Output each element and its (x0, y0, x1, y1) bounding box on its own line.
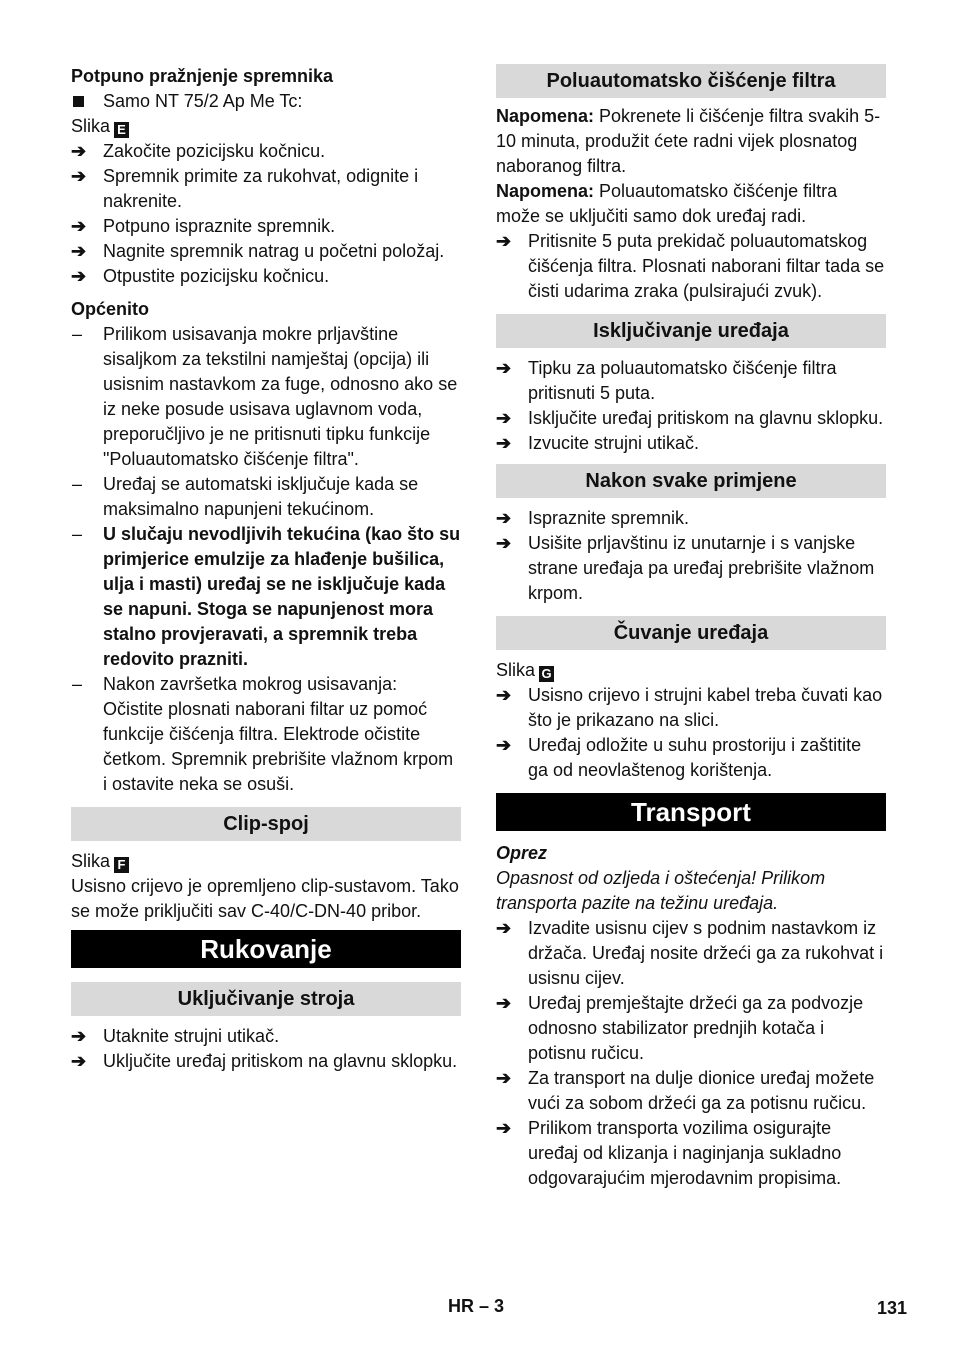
after-steps (496, 506, 886, 606)
switch-on-steps (71, 1024, 461, 1074)
square-bullet-icon (73, 96, 84, 107)
after-use-section-header: Nakon svake primjene (496, 464, 886, 498)
switch-off-section-header: Isključivanje uređaja (496, 314, 886, 348)
arrow-right-icon: ➔ (71, 1026, 87, 1046)
note-1: Napomena: Pokrenete li čišćenje filtra svakih 5-10 minuta, produžit ćete radni vijek plosnatog naboranog filtra. (496, 106, 881, 176)
figure-ref: Slika F (71, 849, 461, 874)
arrow-right-icon: ➔ (496, 508, 512, 528)
figure-ref: Slika G (496, 658, 886, 683)
step-item: ➔ Usisno crijevo i strujni kabel treba čuvati kao što je prikazano na slici. (496, 683, 886, 733)
general-list (71, 322, 461, 797)
arrow-right-icon: ➔ (496, 408, 512, 428)
list-item: – U slučaju nevodljivih tekućina (kao što su primjerice emulzije za hlađenje bušilica, ulja i masti) uređaj se ne isključuje kada se napuni. Stoga se napunjenost mora stalno provjeravati, a spremnik treba redovito prazniti. (72, 524, 461, 669)
arrow-right-icon: ➔ (496, 735, 512, 755)
step-item: ➔ Izvadite usisnu cijev s podnim nastavkom iz držača. Uređaj nosite držeći ga za rukohvat i usisnu cijev. (496, 916, 886, 991)
note-2: Napomena: Poluautomatsko čišćenje filtra može se uključiti samo dok uređaj radi. (496, 181, 838, 226)
arrow-right-icon: ➔ (496, 1068, 512, 1088)
page-number: 131 (877, 1298, 908, 1318)
step-item: ➔ Uključite uređaj pritiskom na glavnu sklopku. (71, 1049, 461, 1074)
step-item: ➔ Potpuno ispraznite spremnik. (71, 214, 461, 239)
arrow-right-icon: ➔ (496, 231, 512, 251)
switch-off-steps (496, 356, 886, 456)
arrow-right-icon: ➔ (496, 533, 512, 553)
step-item: ➔ Pritisnite 5 puta prekidač poluautomatskog čišćenja filtra. Plosnati naborani filtar tada se čisti udarima zraka (pulsirajući zvuk). (496, 229, 886, 304)
left-column (71, 64, 461, 1074)
list-item: – Prilikom usisavanja mokre prljavštine sisaljkom za tekstilni namještaj (opcija) ili usisnim nastavkom za fuge, odnosno ako se iz neke posude usisava uglavnom voda, preporučljivo je ne pritisnuti tipku funkcije "Poluautomatsko čišćenje filtra". (72, 324, 458, 469)
step-item: ➔ Utaknite strujni utikač. (71, 1024, 461, 1049)
arrow-right-icon: ➔ (71, 241, 87, 261)
model-note: Samo NT 75/2 Ap Me Tc: (71, 89, 461, 114)
list-item: – Uređaj se automatski isključuje kada se maksimalno napunjeni tekućinom. (72, 474, 419, 519)
arrow-right-icon: ➔ (496, 993, 512, 1013)
clip-text: Usisno crijevo je opremljeno clip-sustavom. Tako se može priključiti sav C-40/C-DN-40 pribor. (71, 876, 459, 921)
arrow-right-icon: ➔ (71, 1051, 87, 1071)
step-item: ➔ Prilikom transporta vozilima osigurajte uređaj od klizanja i naginjanja sukladno odgovarajućim mjerodavnim propisima. (496, 1116, 886, 1191)
step-item: ➔ Tipku za poluautomatsko čišćenje filtra pritisnuti 5 puta. (496, 356, 886, 406)
arrow-right-icon: ➔ (71, 141, 87, 161)
arrow-right-icon: ➔ (496, 358, 512, 378)
emptying-title: Potpuno pražnjenje spremnika (71, 66, 334, 86)
step-item: ➔ Uređaj premještajte držeći ga za podvozje odnosno stabilizator prednjih kotača i potisnu ručicu. (496, 991, 886, 1066)
step-item: ➔ Nagnite spremnik natrag u početni položaj. (71, 239, 461, 264)
operation-chapter-header: Rukovanje (71, 930, 461, 968)
storage-section-header: Čuvanje uređaja (496, 616, 886, 650)
step-item: ➔ Otpustite pozicijsku kočnicu. (71, 264, 461, 289)
emptying-steps (71, 139, 461, 289)
arrow-right-icon: ➔ (71, 216, 87, 236)
step-item: ➔ Usišite prljavštinu iz unutarnje i s vanjske strane uređaja pa uređaj prebrišite vlažnom krpom. (496, 531, 886, 606)
arrow-right-icon: ➔ (496, 918, 512, 938)
switch-on-section-header: Uključivanje stroja (71, 982, 461, 1016)
arrow-right-icon: ➔ (71, 266, 87, 286)
semi-steps (496, 229, 886, 304)
clip-section-header: Clip-spoj (71, 807, 461, 841)
footer-language-code: HR – 3 (448, 1296, 505, 1316)
transport-steps (496, 916, 886, 1191)
step-item: ➔ Za transport na dulje dionice uređaj možete vući za sobom držeći ga za potisnu ručicu. (496, 1066, 886, 1116)
figure-tag: G (539, 666, 554, 682)
step-item: ➔ Isključite uređaj pritiskom na glavnu sklopku. (496, 406, 886, 431)
transport-chapter-header: Transport (496, 793, 886, 831)
step-item: ➔ Spremnik primite za rukohvat, odignite i nakrenite. (71, 164, 461, 214)
list-item: – Nakon završetka mokrog usisavanja: Očistite plosnati naborani filtar uz pomoć funkcije čišćenja filtra. Elektrode očistite četkom. Spremnik prebrišite vlažnom krpom i ostavite neka se osuši. (72, 674, 454, 794)
step-item: ➔ Uređaj odložite u suhu prostoriju i zaštitite ga od neovlaštenog korištenja. (496, 733, 886, 783)
arrow-right-icon: ➔ (496, 433, 512, 453)
arrow-right-icon: ➔ (496, 685, 512, 705)
step-item: ➔ Izvucite strujni utikač. (496, 431, 886, 456)
right-column (496, 64, 886, 1191)
step-item: ➔ Ispraznite spremnik. (496, 506, 886, 531)
caution-label: Oprez (496, 843, 548, 863)
arrow-right-icon: ➔ (496, 1118, 512, 1138)
step-item: ➔ Zakočite pozicijsku kočnicu. (71, 139, 461, 164)
semi-auto-section-header: Poluautomatsko čišćenje filtra (496, 64, 886, 98)
arrow-right-icon: ➔ (71, 166, 87, 186)
figure-ref: Slika E (71, 114, 461, 139)
figure-tag: F (114, 857, 129, 873)
storage-steps (496, 683, 886, 783)
general-title: Općenito (71, 299, 150, 319)
figure-tag: E (114, 122, 129, 138)
caution-text: Opasnost od ozljeda i oštećenja! Prilikom transporta pazite na težinu uređaja. (496, 868, 826, 913)
